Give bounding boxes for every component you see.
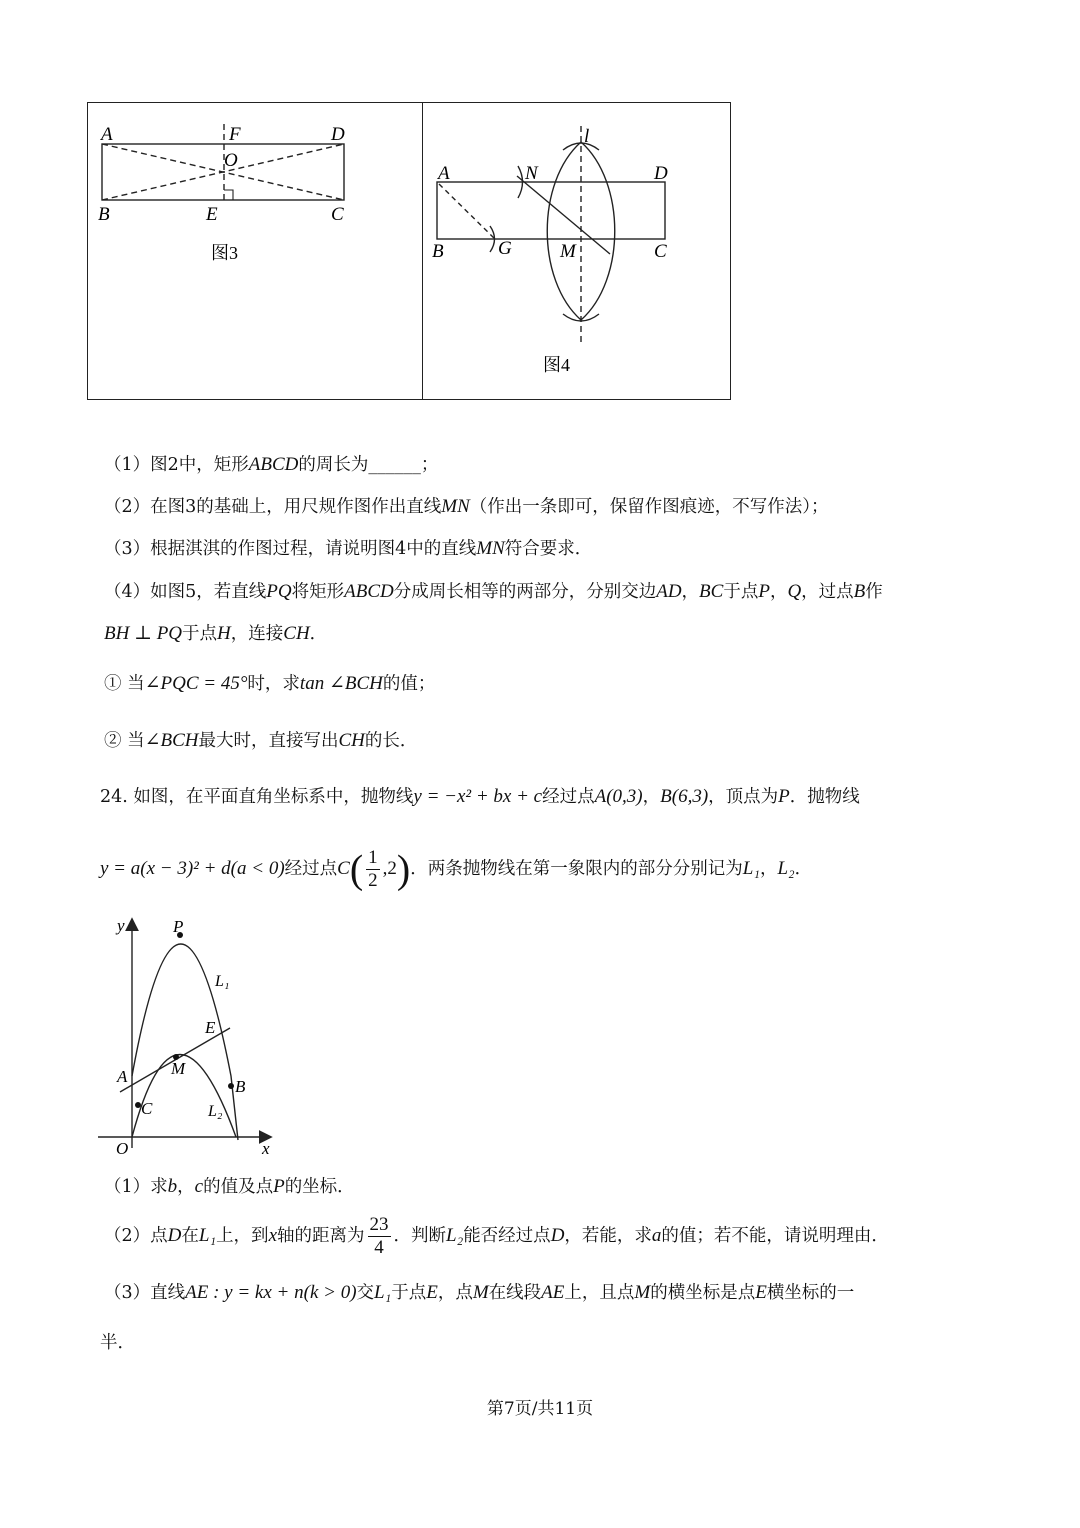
q23-part-4-line-2 [104,622,327,646]
q23-p4-text: 作 [865,582,883,602]
graph-label-a: A [117,1067,128,1086]
q23-p4b-math: CH [283,623,310,644]
q23-p4-text: 将矩形 [291,582,345,602]
q24-stem-line-2 [100,845,812,894]
q24-fraction-half [366,847,380,892]
q24-fraction-den: 2 [368,870,378,891]
q24-part-2 [104,1212,889,1260]
q24-p2-text: ，若能，求 [564,1226,652,1246]
q23-part-1 [104,453,438,477]
q23-sub-2 [104,729,417,753]
page-footer: 第7页/共11页 [486,1399,594,1419]
figure-3 [87,102,421,400]
graph-label-y: y [117,916,125,935]
q24-p2-math: L₁ [198,1225,217,1246]
q24-l2-paren-open: ( [349,846,364,892]
figure-4 [421,102,731,400]
q23-p4-text: ， [681,582,700,602]
fig4-label-d: D [654,163,668,184]
q24-l2-math: L₁ [742,858,760,879]
fig3-right-angle-mark [224,190,233,200]
q24-l2-text: ．两条抛物线在第一象限内的部分分别记为 [410,859,743,879]
q23-p4-math: Q [787,581,802,602]
q24-p2-text: （2）点 [104,1226,168,1246]
graph-label-o: O [116,1139,129,1158]
q23-p4b-text: ． [309,624,328,644]
fig3-label-c: C [331,204,344,225]
q23-p1-math: ABCD [248,454,299,475]
q24-l1-text: ，顶点为 [708,787,779,807]
fig3-label-o: O [224,150,238,171]
q23-p4-math: AD [656,581,682,602]
q24-p3-text: ，点 [437,1283,473,1303]
fig4-label-a: A [438,163,450,184]
fig4-label-b: B [432,241,444,262]
q24-stem-line-1 [100,785,860,809]
q24-l2-math: y = a(x − 3)² + d(a < 0) [100,858,285,879]
q24-l2-paren-close: ) [396,846,411,892]
point-b [228,1083,234,1089]
fig4-rectangle [437,182,665,239]
q24-p3-text: 在线段 [488,1283,542,1303]
q23-p2-math: MN [441,496,470,517]
q24-p3-math: M [472,1282,489,1303]
q24-p3-text: （3）直线 [104,1283,186,1303]
q24-l1-text: ， [642,787,661,807]
q23-part-4 [104,580,883,604]
q23-p4-text: ，过点 [801,582,854,602]
q23-s2-math: ∠BCH [144,730,199,751]
q23-p4-math: BC [699,581,724,602]
graph-label-c: C [141,1099,153,1118]
q24-part-3-tail [100,1331,135,1355]
q24-p3-text: 交 [356,1283,375,1303]
q24-l1-math: P [778,786,790,807]
q24-p2-text: 轴的距离为 [277,1226,365,1246]
q23-sub-1 [104,672,435,696]
q23-p1-text: （1）图2中，矩形 [104,455,249,475]
q23-s1-text: ① 当 [104,674,145,694]
q23-p3-text: （3）根据淇淇的作图过程，请说明图4中的直线 [104,539,477,559]
q24-p3-math: L₁ [374,1282,392,1303]
q23-p4-math: P [758,581,770,602]
q23-p4b-text: 于点 [182,624,218,644]
q23-p4-text: 于点 [723,582,759,602]
q24-p3-math: E [426,1282,438,1303]
fig3-label-d: D [331,124,345,145]
q23-s2-text: 最大时，直接写出 [198,731,339,751]
q24-l1-math: y = −x² + bx + c [413,786,543,807]
q23-s1-math: tan ∠BCH [299,673,383,694]
q24-p2-text: 上，到 [216,1226,269,1246]
q24-l2-text: ， [759,859,778,879]
q23-p4-math: PQ [266,581,292,602]
q24-l2-math: L₂ [777,858,795,879]
q24-p3-math: AE : y = kx + n(k > 0) [185,1282,357,1303]
q23-part-3 [104,537,592,561]
graph-label-b: B [235,1077,246,1096]
fig4-caption: 图4 [543,355,570,375]
fig4-label-l: l [584,126,590,147]
q24-l2-text: 经过点 [284,859,338,879]
q24-p2-math: D [550,1225,565,1246]
q24-l1-text: 24. 如图，在平面直角坐标系中，抛物线 [100,787,414,807]
q24-l2-math: ,2 [382,858,397,879]
q23-p4b-math: H [217,623,231,644]
parabola-graph [90,912,290,1162]
q24-p1-text: （1）求 [104,1177,168,1197]
graph-label-m: M [171,1059,186,1078]
q23-p4-text: 分成周长相等的两部分，分别交边 [393,582,657,602]
graph-label-p: P [173,917,184,936]
fig4-arc-left [547,142,581,320]
q24-p1-text: ， [177,1177,195,1197]
graph-label-l1: L₁ [215,973,230,990]
q24-p2-text: 能否经过点 [463,1226,551,1246]
q24-p1-text: 的值及点 [203,1177,274,1197]
q24-p2-math: D [167,1225,182,1246]
graph-label-x: x [262,1139,270,1158]
q24-p1-text: 的坐标． [284,1177,355,1197]
fig3-label-b: B [98,204,110,225]
q24-p2-math: a [651,1225,662,1246]
q23-p3-math: MN [476,538,505,559]
q24-l1-math: A(0,3) [594,786,643,807]
q24-p3-math: M [634,1282,651,1303]
q24-p3-text: 于点 [391,1283,427,1303]
q24-p2-math: L₂ [446,1225,464,1246]
fig4-arc-right [581,142,615,320]
graph-label-l2: L₂ [208,1103,223,1120]
q24-l1-text: ．抛物线 [789,787,860,807]
fig4-label-g: G [498,238,512,259]
q23-s2-text: 的长． [364,731,418,751]
fig3-label-f: F [229,124,241,145]
q24-p2-text: 的值；若不能，请说明理由． [661,1226,889,1246]
q24-part-3 [104,1281,854,1305]
fig3-label-e: E [206,204,218,225]
q23-p4b-text: ，连接 [230,624,284,644]
q24-p3-tail-text: 半． [100,1333,135,1353]
fig4-label-c: C [654,241,667,262]
q24-p1-math: c [194,1176,204,1197]
q24-p3-text: 上，且点 [564,1283,635,1303]
q24-p3-math: AE [541,1282,565,1303]
q24-p3-text: 的横坐标是点 [650,1283,756,1303]
q24-l1-math: B(6,3) [660,786,709,807]
q23-p2-text: （2）在图3的基础上，用尺规作图作出直线 [104,497,442,517]
q23-p3-text-2: 符合要求． [504,539,593,559]
fig3-caption: 图3 [211,243,238,263]
fig4-label-m: M [560,241,576,262]
q24-p3-math: E [755,1282,767,1303]
q24-fraction-23-4 [368,1214,391,1259]
q23-s1-text: 的值； [382,674,436,694]
q24-p1-math: b [167,1176,178,1197]
q23-p4-math: B [853,581,866,602]
q23-s1-math: ∠PQC = 45° [144,673,248,694]
q24-l2-text: ． [794,859,813,879]
q23-p4-text: （4）如图5，若直线 [104,582,267,602]
q24-p2-text: ．判断 [393,1226,446,1246]
graph-label-e: E [205,1018,216,1037]
fig4-segment-ag [439,184,495,239]
q24-p2-fraction-den: 4 [374,1237,384,1258]
q23-p2-text-2: （作出一条即可，保留作图痕迹，不写作法）； [469,497,829,517]
q24-l2-math: C [337,858,350,879]
q23-p4-math: ABCD [344,581,394,602]
q23-p1-text-2: 的周长为______； [298,455,439,475]
q23-s2-math: CH [338,730,365,751]
q24-part-1 [104,1175,355,1199]
q24-p2-text: 在 [181,1226,199,1246]
q24-p3-text: 横坐标的一 [766,1283,855,1303]
q23-p4b-math: BH ⊥ PQ [104,623,183,644]
fig3-label-a: A [101,124,113,145]
q23-s2-text: ② 当 [104,731,145,751]
q24-p2-math: x [268,1225,277,1246]
q23-s1-text: 时，求 [247,674,300,694]
q24-l1-text: 经过点 [542,787,595,807]
q24-p1-math: P [273,1176,285,1197]
q23-part-2 [104,495,829,519]
q24-fraction-num: 1 [368,847,378,868]
q23-p4-text: ， [769,582,788,602]
fig4-label-n: N [525,163,538,184]
q24-p2-fraction-num: 23 [369,1214,389,1235]
